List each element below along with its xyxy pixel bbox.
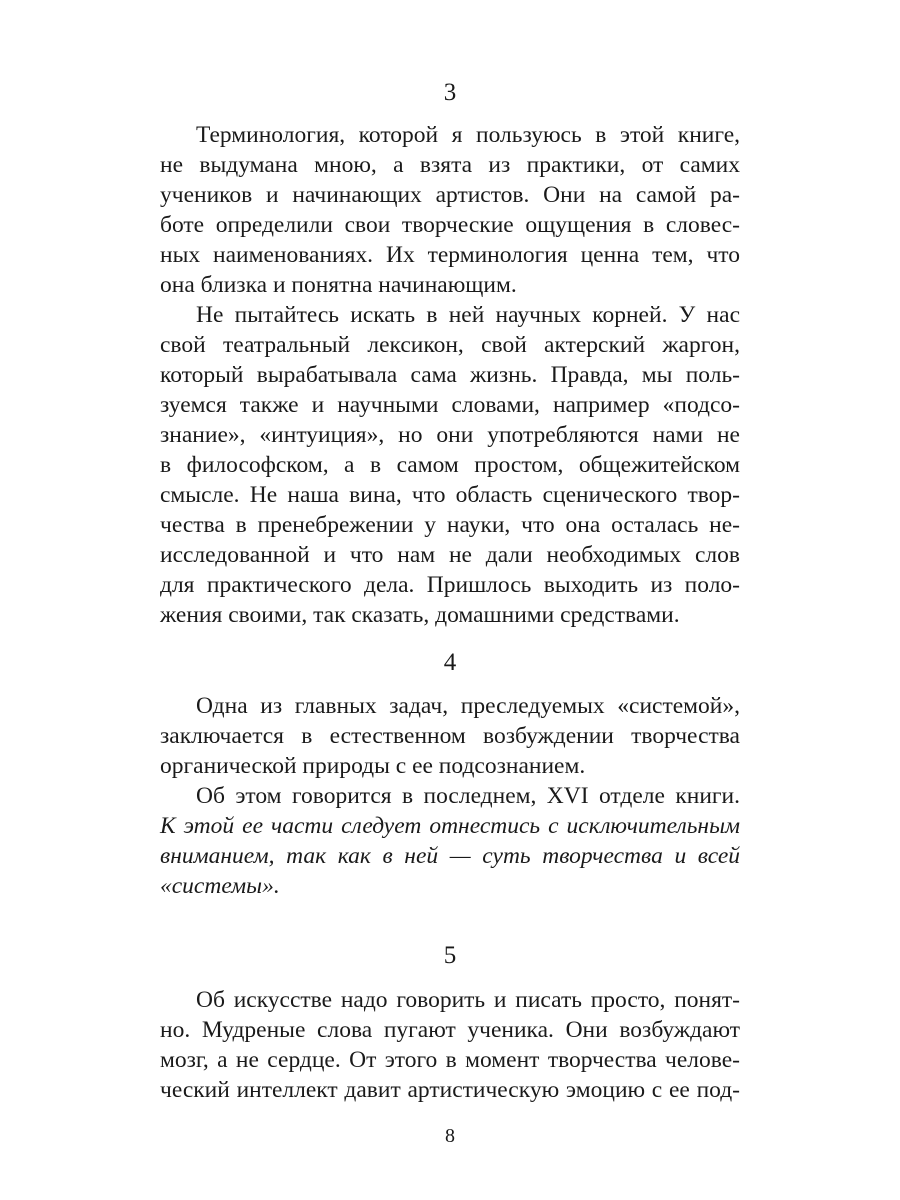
section-number-3: 3 [443, 79, 457, 106]
section-number-5: 5 [443, 942, 457, 969]
text-line: ческий интеллект давит артистическую эмоцию с ее под- [160, 1077, 740, 1103]
text-line: Не пытайтесь искать в ней научных корней. У нас [196, 302, 740, 328]
text-line: зуемся также и научными словами, например «подсо- [160, 392, 740, 418]
text-line: Об этом говорится в последнем, XVI отделе книги. [196, 783, 740, 809]
text-line-italic: вниманием, так как в ней — суть творчества и всей [160, 843, 740, 869]
text-line: ных наименованиях. Их терминология ценна тем, что [160, 242, 740, 268]
text-line: знание», «интуиция», но они употребляются нами не [160, 422, 740, 448]
text-line: боте определили свои творческие ощущения в словес- [160, 212, 740, 238]
text-line: органической природы с ее подсознанием. [160, 753, 586, 779]
text-line-italic: К этой ее части следует отнестись с исключительным [160, 813, 740, 839]
book-page [160, 0, 740, 1200]
text-line: Одна из главных задач, преследуемых «системой», [196, 693, 740, 719]
text-line: чества в пренебрежении у науки, что она осталась не- [160, 512, 740, 538]
text-line-italic: «системы». [160, 873, 280, 899]
text-line: исследованной и что нам не дали необходимых слов [160, 542, 740, 568]
text-line: мозг, а не сердце. От этого в момент творчества челове- [160, 1047, 740, 1073]
text-line: Об искусстве надо говорить и писать просто, понят- [196, 987, 740, 1013]
text-line: жения своими, так сказать, домашними средствами. [160, 602, 680, 628]
text-line: смысле. Не наша вина, что область сценического твор- [160, 482, 740, 508]
section-number-4: 4 [443, 649, 457, 676]
text-line: не выдумана мною, а взята из практики, от самих [160, 152, 740, 178]
text-line: Терминология, которой я пользуюсь в этой книге, [196, 122, 740, 148]
text-line: она близка и понятна начинающим. [160, 272, 517, 298]
page-number: 8 [445, 1125, 455, 1147]
text-line: учеников и начинающих артистов. Они на самой ра- [160, 182, 740, 208]
text-line: который вырабатывала сама жизнь. Правда, мы поль- [160, 362, 740, 388]
text-line: в философском, а в самом простом, общежитейском [160, 452, 740, 478]
text-line: заключается в естественном возбуждении творчества [160, 723, 740, 749]
text-line: свой театральный лексикон, свой актерский жаргон, [160, 332, 740, 358]
text-line: для практического дела. Пришлось выходить из поло- [160, 572, 740, 598]
text-line: но. Мудреные слова пугают ученика. Они возбуждают [160, 1017, 740, 1043]
